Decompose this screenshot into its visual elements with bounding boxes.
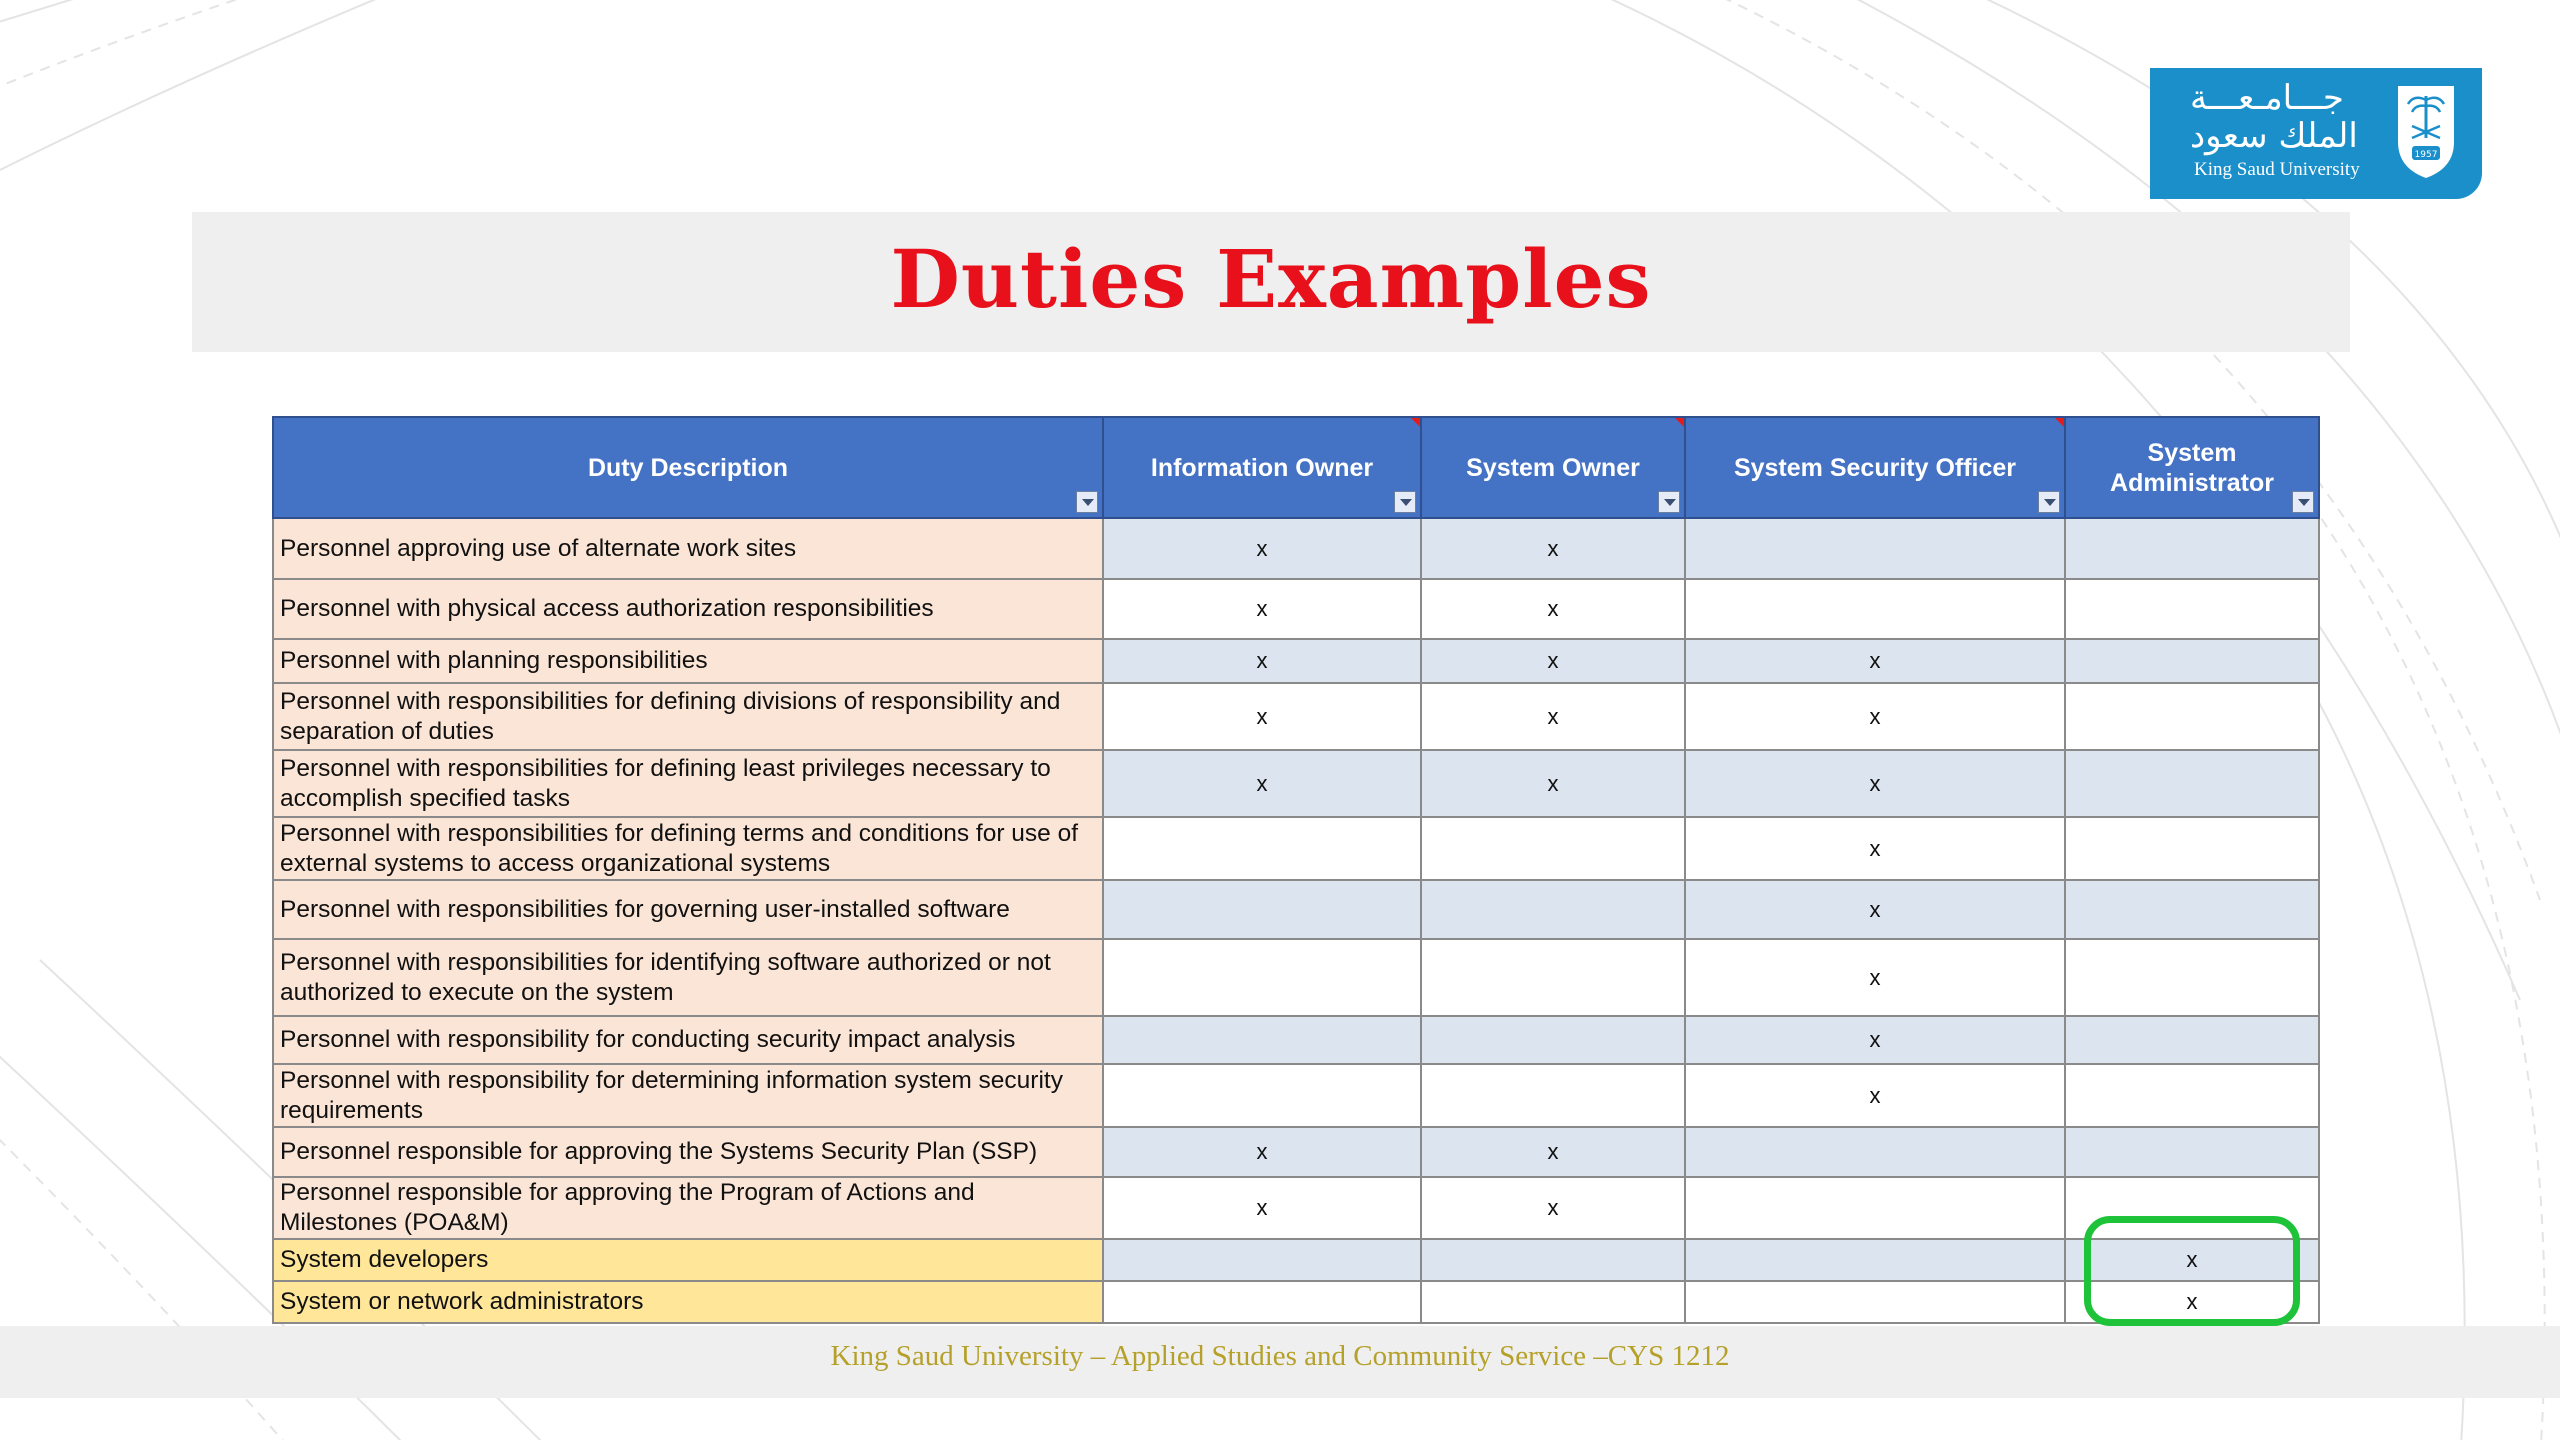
system-administrator-cell[interactable] <box>2065 817 2319 880</box>
information-owner-cell[interactable]: x <box>1103 750 1421 817</box>
information-owner-cell[interactable] <box>1103 1064 1421 1127</box>
header-system-administrator[interactable]: System Administrator <box>2065 417 2319 518</box>
information-owner-cell[interactable]: x <box>1103 1177 1421 1239</box>
filter-sort-icon[interactable] <box>1076 491 1098 513</box>
system-administrator-cell[interactable] <box>2065 939 2319 1016</box>
information-owner-cell[interactable] <box>1103 1016 1421 1064</box>
information-owner-cell[interactable] <box>1103 880 1421 939</box>
university-logo <box>2150 68 2482 199</box>
footer-text: King Saud University – Applied Studies and Community Service –CYS 1212 <box>830 1340 1730 1372</box>
system-administrator-cell[interactable] <box>2065 880 2319 939</box>
duty-description-cell[interactable]: Personnel responsible for approving the Systems Security Plan (SSP) <box>273 1127 1103 1177</box>
information-owner-cell[interactable]: x <box>1103 639 1421 683</box>
filter-dropdown-icon[interactable] <box>1658 491 1680 513</box>
footer-band <box>0 1326 2560 1398</box>
duty-description-cell[interactable]: System or network administrators <box>273 1281 1103 1323</box>
system-owner-cell[interactable]: x <box>1421 750 1685 817</box>
system-security-officer-cell[interactable] <box>1685 1177 2065 1239</box>
table-row <box>273 817 2319 880</box>
system-security-officer-cell[interactable]: x <box>1685 639 2065 683</box>
system-administrator-cell[interactable] <box>2065 1016 2319 1064</box>
system-administrator-cell[interactable] <box>2065 750 2319 817</box>
table-row <box>273 1016 2319 1064</box>
system-owner-cell[interactable]: x <box>1421 683 1685 750</box>
page-title: Duties Examples <box>890 232 1652 326</box>
shield-text: 1957 <box>2414 150 2438 160</box>
header-duty-description[interactable]: Duty Description <box>273 417 1103 518</box>
system-owner-cell[interactable]: x <box>1421 518 1685 579</box>
system-owner-cell[interactable] <box>1421 939 1685 1016</box>
duty-description-cell[interactable]: Personnel responsible for approving the Program of Actions and Milestones (POA&M) <box>273 1177 1103 1239</box>
system-administrator-cell[interactable] <box>2065 1127 2319 1177</box>
system-administrator-cell[interactable] <box>2065 683 2319 750</box>
system-owner-cell[interactable] <box>1421 817 1685 880</box>
filter-dropdown-icon[interactable] <box>2038 491 2060 513</box>
system-administrator-cell[interactable] <box>2065 1064 2319 1127</box>
system-administrator-highlight-box <box>2084 1216 2300 1326</box>
system-security-officer-cell[interactable]: x <box>1685 1016 2065 1064</box>
duty-description-cell[interactable]: Personnel with responsibilities for defining terms and conditions for use of external systems to access organizational systems <box>273 817 1103 880</box>
system-security-officer-cell[interactable]: x <box>1685 750 2065 817</box>
system-security-officer-cell[interactable] <box>1685 518 2065 579</box>
duties-table-wrapper <box>272 416 2318 1324</box>
filter-dropdown-icon[interactable] <box>2292 491 2314 513</box>
system-security-officer-cell[interactable] <box>1685 1239 2065 1281</box>
comment-flag-icon <box>2055 418 2064 427</box>
title-band <box>192 212 2350 352</box>
system-security-officer-cell[interactable]: x <box>1685 1064 2065 1127</box>
logo-arabic-line1: جـــامـعـــة <box>2190 78 2344 118</box>
duty-description-cell[interactable]: Personnel approving use of alternate work sites <box>273 518 1103 579</box>
duty-description-cell[interactable]: System developers <box>273 1239 1103 1281</box>
table-row <box>273 939 2319 1016</box>
system-owner-cell[interactable]: x <box>1421 1127 1685 1177</box>
system-owner-cell[interactable] <box>1421 1016 1685 1064</box>
system-administrator-cell[interactable] <box>2065 579 2319 639</box>
comment-flag-icon <box>1675 418 1684 427</box>
system-owner-cell[interactable] <box>1421 880 1685 939</box>
information-owner-cell[interactable] <box>1103 817 1421 880</box>
logo-arabic-line2: الملك سعود <box>2190 116 2358 156</box>
table-row <box>273 1127 2319 1177</box>
table-row <box>273 639 2319 683</box>
system-security-officer-cell[interactable] <box>1685 1127 2065 1177</box>
table-row <box>273 579 2319 639</box>
information-owner-cell[interactable]: x <box>1103 518 1421 579</box>
duty-description-cell[interactable]: Personnel with responsibilities for governing user-installed software <box>273 880 1103 939</box>
system-owner-cell[interactable] <box>1421 1281 1685 1323</box>
system-owner-cell[interactable]: x <box>1421 579 1685 639</box>
duty-description-cell[interactable]: Personnel with physical access authorization responsibilities <box>273 579 1103 639</box>
table-row <box>273 1281 2319 1323</box>
information-owner-cell[interactable]: x <box>1103 579 1421 639</box>
information-owner-cell[interactable] <box>1103 1239 1421 1281</box>
system-owner-cell[interactable] <box>1421 1239 1685 1281</box>
duty-description-cell[interactable]: Personnel with responsibility for conducting security impact analysis <box>273 1016 1103 1064</box>
system-administrator-cell[interactable]: x <box>2065 1239 2319 1281</box>
information-owner-cell[interactable]: x <box>1103 1127 1421 1177</box>
system-administrator-cell[interactable] <box>2065 639 2319 683</box>
information-owner-cell[interactable]: x <box>1103 683 1421 750</box>
header-system-owner[interactable]: System Owner <box>1421 417 1685 518</box>
system-administrator-cell[interactable] <box>2065 518 2319 579</box>
system-administrator-cell[interactable]: x <box>2065 1281 2319 1323</box>
logo-english-text: King Saud University <box>2194 159 2360 180</box>
system-owner-cell[interactable] <box>1421 1064 1685 1127</box>
table-row <box>273 518 2319 579</box>
duty-description-cell[interactable]: Personnel with responsibilities for defining least privileges necessary to accomplish specified tasks <box>273 750 1103 817</box>
system-security-officer-cell[interactable]: x <box>1685 683 2065 750</box>
palm-shield-icon <box>2394 80 2458 180</box>
table-row <box>273 1177 2319 1239</box>
system-owner-cell[interactable]: x <box>1421 1177 1685 1239</box>
table-row <box>273 683 2319 750</box>
information-owner-cell[interactable] <box>1103 1281 1421 1323</box>
header-system-security-officer[interactable]: System Security Officer <box>1685 417 2065 518</box>
table-row <box>273 1064 2319 1127</box>
duty-description-cell[interactable]: Personnel with planning responsibilities <box>273 639 1103 683</box>
header-information-owner[interactable]: Information Owner <box>1103 417 1421 518</box>
duties-table <box>272 416 2320 1324</box>
information-owner-cell[interactable] <box>1103 939 1421 1016</box>
table-row <box>273 750 2319 817</box>
duty-description-cell[interactable]: Personnel with responsibility for determining information system security requirements <box>273 1064 1103 1127</box>
comment-flag-icon <box>1411 418 1420 427</box>
system-security-officer-cell[interactable]: x <box>1685 817 2065 880</box>
table-row <box>273 1239 2319 1281</box>
filter-dropdown-icon[interactable] <box>1394 491 1416 513</box>
table-header-row <box>273 417 2319 518</box>
duty-description-cell[interactable]: Personnel with responsibilities for identifying software authorized or not authorized to execute on the system <box>273 939 1103 1016</box>
table-row <box>273 880 2319 939</box>
system-owner-cell[interactable]: x <box>1421 639 1685 683</box>
system-security-officer-cell[interactable]: x <box>1685 939 2065 1016</box>
system-security-officer-cell[interactable] <box>1685 1281 2065 1323</box>
duty-description-cell[interactable]: Personnel with responsibilities for defining divisions of responsibility and separation of duties <box>273 683 1103 750</box>
system-security-officer-cell[interactable]: x <box>1685 880 2065 939</box>
system-security-officer-cell[interactable] <box>1685 579 2065 639</box>
